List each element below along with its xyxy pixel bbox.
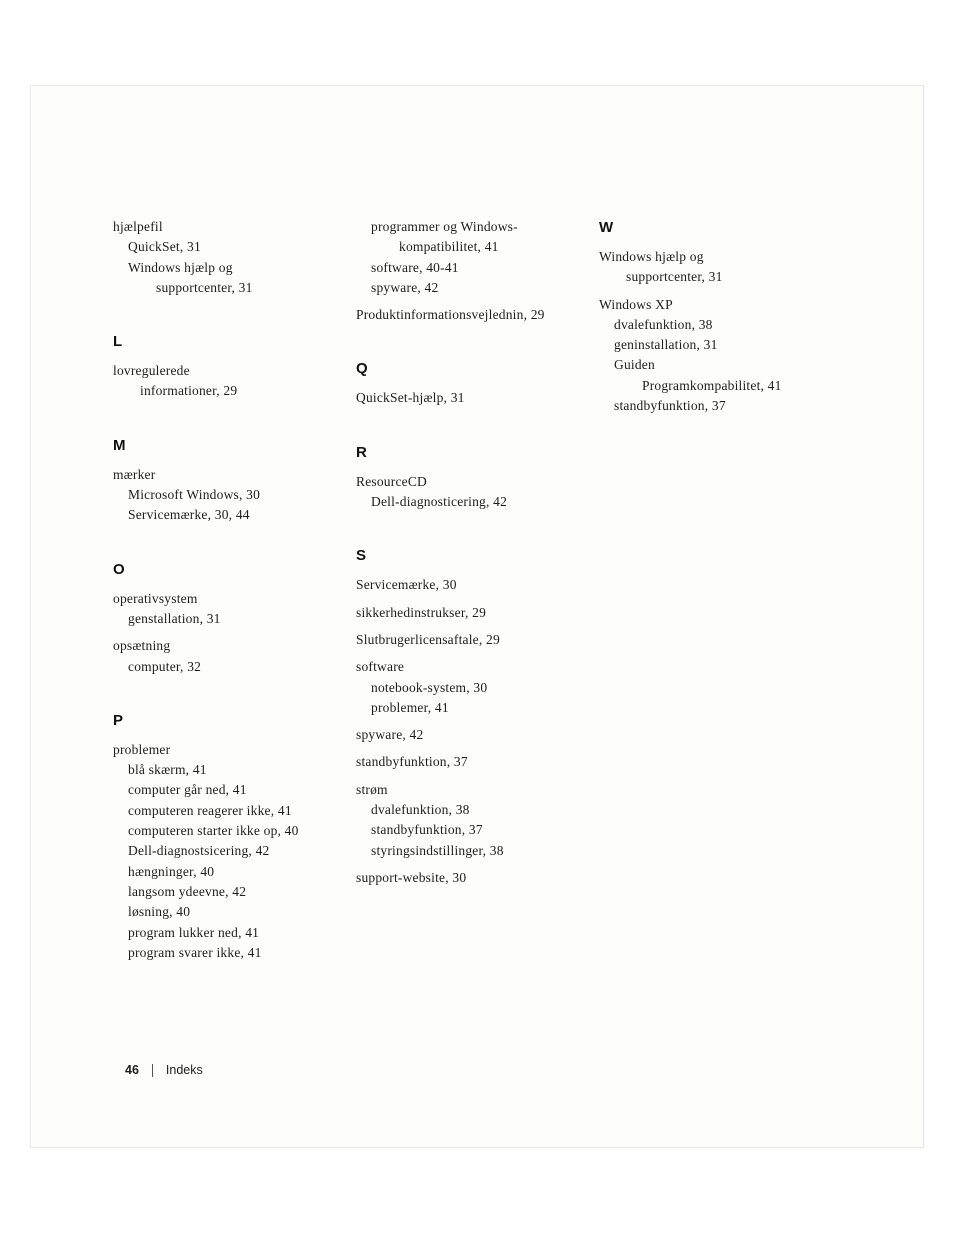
index-letter-heading-w: W xyxy=(599,219,614,236)
index-entry-group xyxy=(356,472,598,513)
index-term: spyware, 42 xyxy=(356,727,424,743)
index-subentry: supportcenter, 31 xyxy=(626,269,723,285)
index-entry-group xyxy=(356,630,598,650)
index-entry-group xyxy=(113,636,355,677)
index-letter-heading-s: S xyxy=(356,547,367,565)
index-term: support-website, 30 xyxy=(356,869,467,885)
index-subentry: QuickSet, 31 xyxy=(128,239,201,255)
index-subentry: standbyfunktion, 37 xyxy=(371,822,483,838)
index-entry-group xyxy=(356,575,598,595)
index-letter-heading-q: Q xyxy=(356,360,368,378)
index-term: Windows XP xyxy=(599,296,673,312)
index-term: standbyfunktion, 37 xyxy=(356,754,468,770)
index-subentry: blå skærm, 41 xyxy=(128,762,207,778)
index-entry-group xyxy=(356,780,598,861)
page-footer xyxy=(125,1063,203,1077)
index-subentry: geninstallation, 31 xyxy=(614,337,718,353)
index-column-1 xyxy=(113,217,355,970)
index-letter-heading-r: R xyxy=(356,443,367,461)
index-entry-group xyxy=(356,603,598,623)
index-entry-group xyxy=(113,589,355,630)
index-entry-group xyxy=(113,217,355,298)
index-entry-group xyxy=(356,388,598,408)
index-subentry: dvalefunktion, 38 xyxy=(371,802,470,818)
index-term: strøm xyxy=(356,781,388,797)
index-column-2 xyxy=(356,217,598,895)
index-term: Servicemærke, 30 xyxy=(356,577,457,593)
index-subentry: programmer og Windows- xyxy=(371,219,518,234)
index-term: operativsystem xyxy=(113,590,198,606)
footer-separator-bar xyxy=(152,1064,153,1077)
index-term: QuickSet-hjælp, 31 xyxy=(356,390,465,406)
index-term: Produktinformationsvejlednin, 29 xyxy=(356,307,545,323)
index-letter-heading-m: M xyxy=(113,436,126,454)
index-entry-group xyxy=(599,295,841,417)
index-term: ResourceCD xyxy=(356,473,427,489)
index-entry-group xyxy=(356,305,598,325)
index-subentry: Dell-diagnosticering, 42 xyxy=(371,494,508,510)
index-term: hjælpefil xyxy=(113,219,163,234)
index-term: Slutbrugerlicensaftale, 29 xyxy=(356,631,500,647)
index-entry-group xyxy=(599,247,841,288)
index-subentry: spyware, 42 xyxy=(371,279,439,295)
index-subentry: problemer, 41 xyxy=(371,699,449,715)
index-subentry: standbyfunktion, 37 xyxy=(614,398,726,414)
index-subentry: Microsoft Windows, 30 xyxy=(128,487,261,503)
index-page xyxy=(30,85,924,1148)
index-subentry: dvalefunktion, 38 xyxy=(614,316,713,332)
index-entry-group xyxy=(356,725,598,745)
index-letter-heading-l: L xyxy=(113,333,123,351)
index-subentry: computer går ned, 41 xyxy=(128,782,247,798)
index-subentry: software, 40-41 xyxy=(371,259,459,275)
index-term: opsætning xyxy=(113,638,171,654)
index-subentry: styringsindstillinger, 38 xyxy=(371,842,504,858)
index-term: problemer xyxy=(113,741,171,757)
index-subentry: computeren reagerer ikke, 41 xyxy=(128,802,292,818)
index-subentry: hængninger, 40 xyxy=(128,863,215,879)
index-entry-group xyxy=(113,465,355,526)
footer-section-label: Indeks xyxy=(165,1063,203,1077)
index-subentry: computer, 32 xyxy=(128,658,202,674)
index-subentry: kompatibilitet, 41 xyxy=(399,239,499,255)
index-letter-heading-o: O xyxy=(113,560,125,578)
index-subentry: Dell-diagnostsicering, 42 xyxy=(128,843,270,859)
index-entry-group xyxy=(113,361,355,402)
index-entry-group xyxy=(356,752,598,772)
index-entry-group xyxy=(356,217,598,298)
index-subentry: Programkompabilitet, 41 xyxy=(642,377,782,393)
index-subentry: informationer, 29 xyxy=(140,383,238,399)
index-term: Windows hjælp og xyxy=(599,249,704,264)
index-subentry: Servicemærke, 30, 44 xyxy=(128,507,250,523)
index-entry-group xyxy=(356,868,598,888)
index-subentry: langsom ydeevne, 42 xyxy=(128,883,247,899)
index-subentry: Windows hjælp og xyxy=(128,259,233,275)
index-entry-group xyxy=(356,657,598,718)
index-letter-heading-p: P xyxy=(113,711,124,729)
index-subentry: program svarer ikke, 41 xyxy=(128,944,262,960)
index-subentry: program lukker ned, 41 xyxy=(128,924,260,940)
index-subentry: notebook-system, 30 xyxy=(371,679,488,695)
index-subentry: løsning, 40 xyxy=(128,904,191,920)
index-subentry: computeren starter ikke op, 40 xyxy=(128,823,299,839)
index-entry-group xyxy=(113,740,355,963)
index-term: lovregulerede xyxy=(113,363,190,379)
index-term: mærker xyxy=(113,466,156,482)
index-subentry: supportcenter, 31 xyxy=(156,279,253,295)
index-term: software xyxy=(356,659,405,675)
index-subentry: genstallation, 31 xyxy=(128,610,221,626)
page-number: 46 xyxy=(125,1063,139,1077)
index-term: sikkerhedinstrukser, 29 xyxy=(356,604,487,620)
index-subentry: Guiden xyxy=(614,357,655,373)
index-column-3 xyxy=(599,217,841,423)
